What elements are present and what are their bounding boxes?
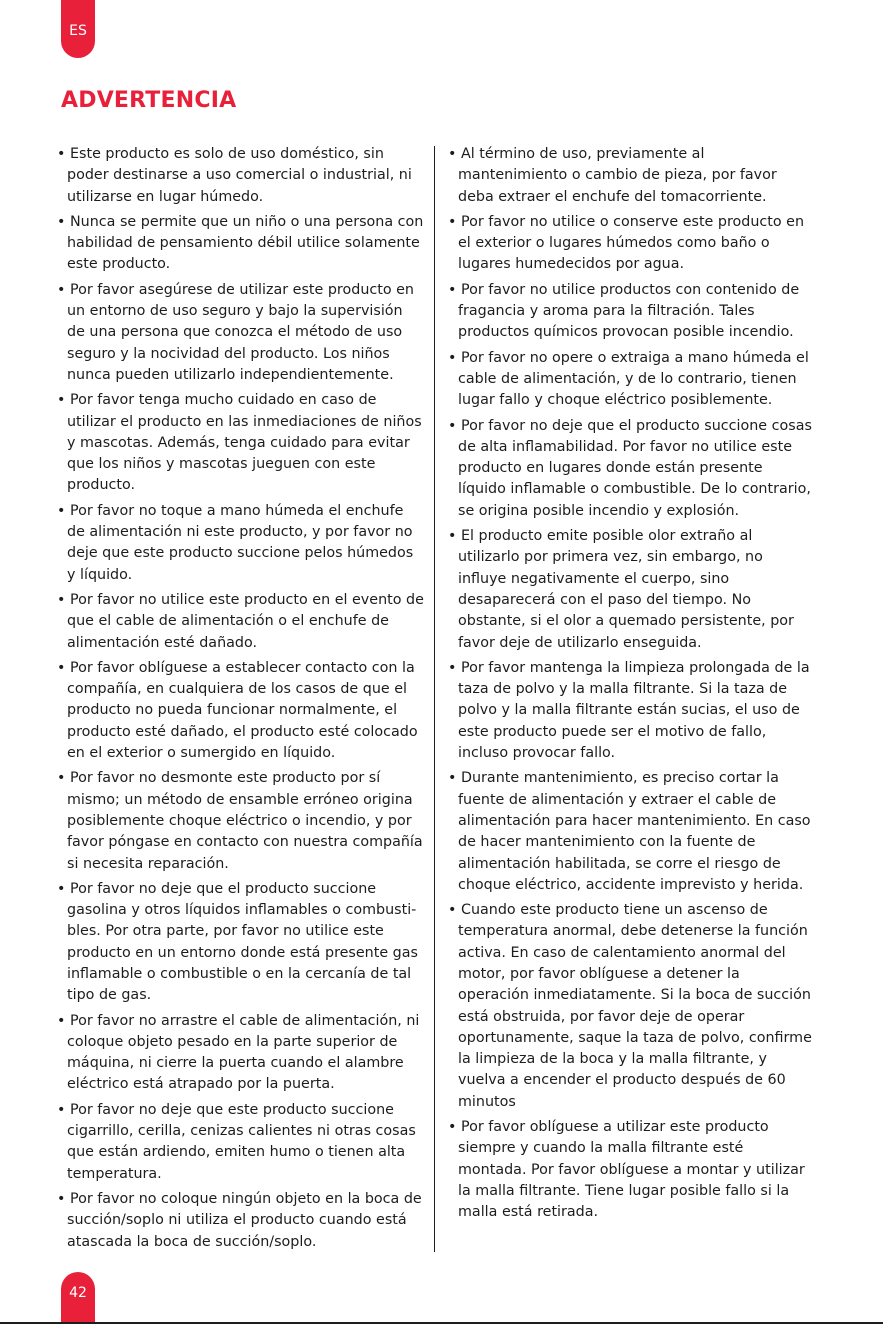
warning-item: • Este producto es solo de uso doméstico, sin poder destinarse a uso comercial o industrial, ni utilizarse en lugar húmedo. — [57, 144, 425, 208]
warning-item: • Por favor asegúrese de utilizar este producto en un entorno de uso seguro y bajo la supervisión de una persona que conozca el método de uso seguro y la nocividad del producto. Los niños nunca pueden utilizarlo independientemente. — [57, 280, 425, 386]
page-title: ADVERTENCIA — [61, 88, 237, 113]
warning-item: • Por favor no coloque ningún objeto en la boca de succión/soplo ni utiliza el producto cuando está atascada la boca de succión/soplo. — [57, 1189, 425, 1253]
warning-item: • Por favor no desmonte este producto por sí mismo; un método de ensamble erróneo origina posiblemente choque eléctrico o incendio, y por favor póngase en contacto con nuestra compañía si necesita reparación. — [57, 768, 425, 874]
warning-item: • Cuando este producto tiene un ascenso de temperatura anormal, debe detenerse la función activa. En caso de calentamiento anormal del motor, por favor oblíguese a detener la operación inmediatamente. Si la boca de succión está obstruida, por favor deje de operar oportunamente, saque la taza de polvo, confirme la limpieza de la boca y la malla filtrante, y vuelva a encender el producto después de 60 minutos — [448, 900, 814, 1113]
warning-item: • Por favor no toque a mano húmeda el enchufe de alimentación ni este producto, y por favor no deje que este producto succione pelos húmedos y líquido. — [57, 501, 425, 586]
warning-item: • Por favor no deje que el producto succione gasolina y otros líquidos inflamables o combusti-bles. Por otra parte, por favor no utilice este producto en un entorno donde está presente gas inflamable o combustible o en la cercanía de tal tipo de gas. — [57, 879, 425, 1007]
warning-item: • Por favor no opere o extraiga a mano húmeda el cable de alimentación, y de lo contrario, tienen lugar fallo y choque eléctrico posiblemente. — [448, 348, 814, 412]
warning-item: • Durante mantenimiento, es preciso cortar la fuente de alimentación y extraer el cable de alimentación para hacer mantenimiento. En caso de hacer mantenimiento con la fuente de alimentación habilitada, se corre el riesgo de choque eléctrico, accidente imprevisto y herida. — [448, 768, 814, 896]
warning-item: • Por favor no deje que este producto succione cigarrillo, cerilla, cenizas calientes ni otras cosas que están ardiendo, emiten humo o tienen alta temperatura. — [57, 1100, 425, 1185]
warning-item: • El producto emite posible olor extraño al utilizarlo por primera vez, sin embargo, no influye negativamente el cuerpo, sino desaparecerá con el paso del tiempo. No obstante, si el olor a quemado persistente, por favor deje de utilizarlo enseguida. — [448, 526, 814, 654]
warnings-left-column — [57, 144, 425, 1257]
warnings-right-column — [448, 144, 814, 1228]
column-divider — [434, 146, 435, 1252]
warning-item: • Al término de uso, previamente al mantenimiento o cambio de pieza, por favor deba extraer el enchufe del tomacorriente. — [448, 144, 814, 208]
warning-item: • Por favor mantenga la limpieza prolongada de la taza de polvo y la malla filtrante. Si la taza de polvo y la malla filtrante están sucias, el uso de este producto puede ser el motivo de fallo, incluso provocar fallo. — [448, 658, 814, 764]
warning-item: • Por favor no utilice este producto en el evento de que el cable de alimentación o el enchufe de alimentación esté dañado. — [57, 590, 425, 654]
page-number-badge: 42 — [61, 1272, 95, 1324]
warning-item: • Por favor no arrastre el cable de alimentación, ni coloque objeto pesado en la parte superior de máquina, ni cierre la puerta cuando el alambre eléctrico está atrapado por la puerta. — [57, 1011, 425, 1096]
warning-item: • Por favor oblíguese a utilizar este producto siempre y cuando la malla filtrante esté montada. Por favor oblíguese a montar y utilizar la malla filtrante. Tiene lugar posible fallo si la malla está retirada. — [448, 1117, 814, 1223]
language-tab: ES — [61, 0, 95, 58]
warning-item: • Nunca se permite que un niño o una persona con habilidad de pensamiento débil utilice solamente este producto. — [57, 212, 425, 276]
warning-item: • Por favor no utilice o conserve este producto en el exterior o lugares húmedos como baño o lugares humedecidos por agua. — [448, 212, 814, 276]
warning-item: • Por favor tenga mucho cuidado en caso de utilizar el producto en las inmediaciones de niños y mascotas. Además, tenga cuidado para evitar que los niños y mascotas jueguen con este producto. — [57, 390, 425, 496]
warning-item: • Por favor no utilice productos con contenido de fragancia y aroma para la filtración. Tales productos químicos provocan posible incendio. — [448, 280, 814, 344]
warning-item: • Por favor no deje que el producto succione cosas de alta inflamabilidad. Por favor no utilice este producto en lugares donde están presente líquido inflamable o combustible. De lo contrario, se origina posible incendio y explosión. — [448, 416, 814, 522]
warning-item: • Por favor oblíguese a establecer contacto con la compañía, en cualquiera de los casos de que el producto no pueda funcionar normalmente, el producto esté dañado, el producto esté colocado en el exterior o sumergido en líquido. — [57, 658, 425, 764]
